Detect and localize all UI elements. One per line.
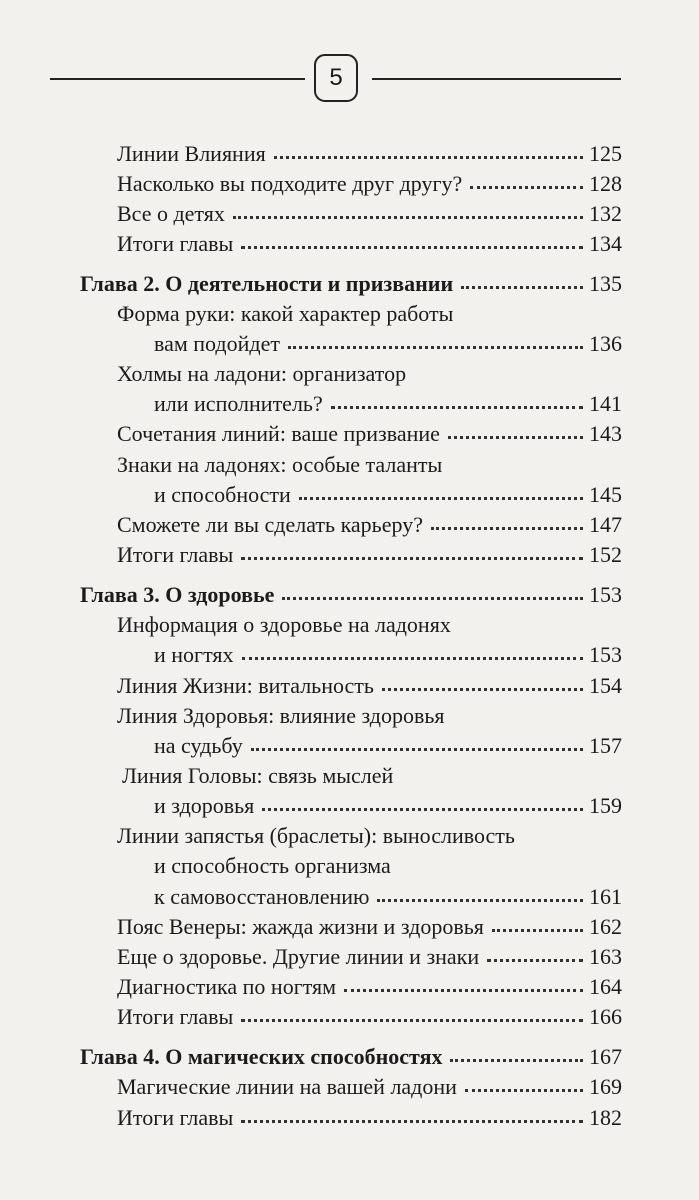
leader-dots	[487, 959, 583, 962]
toc-chapter-title: Глава 4. О магических способностях	[80, 1044, 443, 1069]
toc-entry-page: 147	[589, 512, 622, 537]
toc-entry-page: 157	[589, 733, 622, 758]
toc-entry[interactable]	[154, 882, 622, 912]
toc-entry-page: 159	[589, 793, 622, 818]
leader-dots	[465, 1089, 583, 1092]
toc-entry-title: или исполнитель?	[154, 391, 323, 416]
toc-entry-page: 166	[589, 1004, 622, 1029]
leader-dots	[377, 899, 583, 902]
toc-entry-page: 153	[589, 642, 622, 667]
toc-entry-page: 153	[589, 582, 622, 607]
leader-dots	[233, 216, 583, 219]
toc-entry[interactable]	[117, 1072, 622, 1102]
toc-entry-page: 167	[589, 1044, 622, 1069]
toc-entry-page: 163	[589, 944, 622, 969]
toc-entry-title[interactable]: Холмы на ладони: организатор	[117, 361, 407, 386]
leader-dots	[241, 1019, 583, 1022]
toc-entry[interactable]	[117, 419, 622, 449]
toc-entry-title: Еще о здоровье. Другие линии и знаки	[117, 944, 480, 969]
toc-chapter[interactable]	[80, 1042, 622, 1072]
toc-entry[interactable]	[117, 139, 622, 169]
toc-chapter[interactable]	[80, 580, 622, 610]
leader-dots	[492, 929, 583, 932]
toc-entry-title: к самовосстановлению	[154, 884, 370, 909]
leader-dots	[288, 346, 583, 349]
toc-entry-title: и способности	[154, 482, 291, 507]
leader-dots	[242, 657, 583, 660]
toc-entry-page: 134	[589, 231, 622, 256]
toc-entry-title[interactable]: Линии запястья (браслеты): выносливость	[117, 823, 515, 848]
toc-entry-page: 152	[589, 542, 622, 567]
toc-entry[interactable]	[117, 972, 622, 1002]
toc-entry[interactable]	[117, 1103, 622, 1133]
toc-entry-title: и ногтях	[154, 642, 234, 667]
toc-entry-title: Сможете ли вы сделать карьеру?	[117, 512, 423, 537]
leader-dots	[461, 286, 583, 289]
toc-entry-title[interactable]: Форма руки: какой характер работы	[117, 301, 454, 326]
toc-entry[interactable]	[117, 671, 622, 701]
toc-entry-title[interactable]: Знаки на ладонях: особые таланты	[117, 452, 443, 477]
toc-entry-title: Диагностика по ногтям	[117, 974, 337, 999]
toc-entry-title: Насколько вы подходите друг другу?	[117, 171, 463, 196]
toc-entry[interactable]	[154, 791, 622, 821]
toc-entry-page: 154	[589, 673, 622, 698]
leader-dots	[470, 186, 583, 189]
leader-dots	[282, 597, 583, 600]
leader-dots	[344, 989, 583, 992]
toc-entry-title[interactable]: Линия Головы: связь мыслей	[122, 763, 394, 788]
toc-entry-page: 135	[589, 271, 622, 296]
toc-entry-title: на судьбу	[154, 733, 243, 758]
page-number: 5	[314, 54, 358, 102]
toc-entry[interactable]	[117, 229, 622, 259]
header-rule-left	[50, 78, 305, 80]
toc-entry[interactable]	[154, 640, 622, 670]
toc-entry-title: Итоги главы	[117, 231, 234, 256]
toc-entry-page: 128	[589, 171, 622, 196]
toc-entry[interactable]	[154, 731, 622, 761]
toc-entry-title: и здоровья	[154, 793, 255, 818]
toc-entry-page: 161	[589, 884, 622, 909]
toc-chapter-title: Глава 3. О здоровье	[80, 582, 275, 607]
leader-dots	[382, 688, 583, 691]
toc-entry-title: Итоги главы	[117, 542, 234, 567]
toc-entry[interactable]	[117, 199, 622, 229]
toc-entry-title: Линии Влияния	[117, 141, 266, 166]
leader-dots	[241, 1120, 583, 1123]
toc-entry-page: 169	[589, 1074, 622, 1099]
toc-entry[interactable]	[117, 510, 622, 540]
toc-entry-page: 125	[589, 141, 622, 166]
toc-entry-title[interactable]: и способность организма	[154, 853, 391, 878]
toc-entry-page: 132	[589, 201, 622, 226]
toc-entry-page: 136	[589, 331, 622, 356]
toc-entry-title: Итоги главы	[117, 1105, 234, 1130]
toc-entry-title: Итоги главы	[117, 1004, 234, 1029]
leader-dots	[262, 808, 583, 811]
toc-entry[interactable]	[117, 942, 622, 972]
leader-dots	[450, 1059, 583, 1062]
toc-entry-page: 141	[589, 391, 622, 416]
toc-entry[interactable]	[154, 329, 622, 359]
toc-entry-page: 145	[589, 482, 622, 507]
toc-entry-page: 143	[589, 421, 622, 446]
toc-entry-page: 164	[589, 974, 622, 999]
page-header	[0, 52, 699, 106]
toc-entry[interactable]	[154, 480, 622, 510]
leader-dots	[448, 436, 583, 439]
leader-dots	[241, 557, 583, 560]
toc-entry-title: Все о детях	[117, 201, 225, 226]
header-rule-right	[372, 78, 621, 80]
leader-dots	[241, 246, 583, 249]
leader-dots	[431, 527, 583, 530]
toc-entry-title[interactable]: Линия Здоровья: влияние здоровья	[117, 703, 445, 728]
leader-dots	[331, 406, 583, 409]
toc-entry[interactable]	[117, 540, 622, 570]
toc-entry[interactable]	[117, 169, 622, 199]
toc-entry-title[interactable]: Информация о здоровье на ладонях	[117, 612, 451, 637]
leader-dots	[299, 497, 583, 500]
toc-entry-title: Пояс Венеры: жажда жизни и здоровья	[117, 914, 484, 939]
toc-entry[interactable]	[117, 912, 622, 942]
toc-entry-title: вам подойдет	[154, 331, 280, 356]
toc-chapter-title: Глава 2. О деятельности и призвании	[80, 271, 454, 296]
toc-entry-title: Сочетания линий: ваше призвание	[117, 421, 440, 446]
leader-dots	[274, 156, 583, 159]
toc-chapter[interactable]	[80, 269, 622, 299]
toc-entry-title: Магические линии на вашей ладони	[117, 1074, 457, 1099]
toc-entry[interactable]	[117, 1002, 622, 1032]
toc-entry-page: 162	[589, 914, 622, 939]
leader-dots	[251, 748, 583, 751]
toc-entry[interactable]	[154, 389, 622, 419]
toc-entry-title: Линия Жизни: витальность	[117, 673, 374, 698]
toc-entry-page: 182	[589, 1105, 622, 1130]
